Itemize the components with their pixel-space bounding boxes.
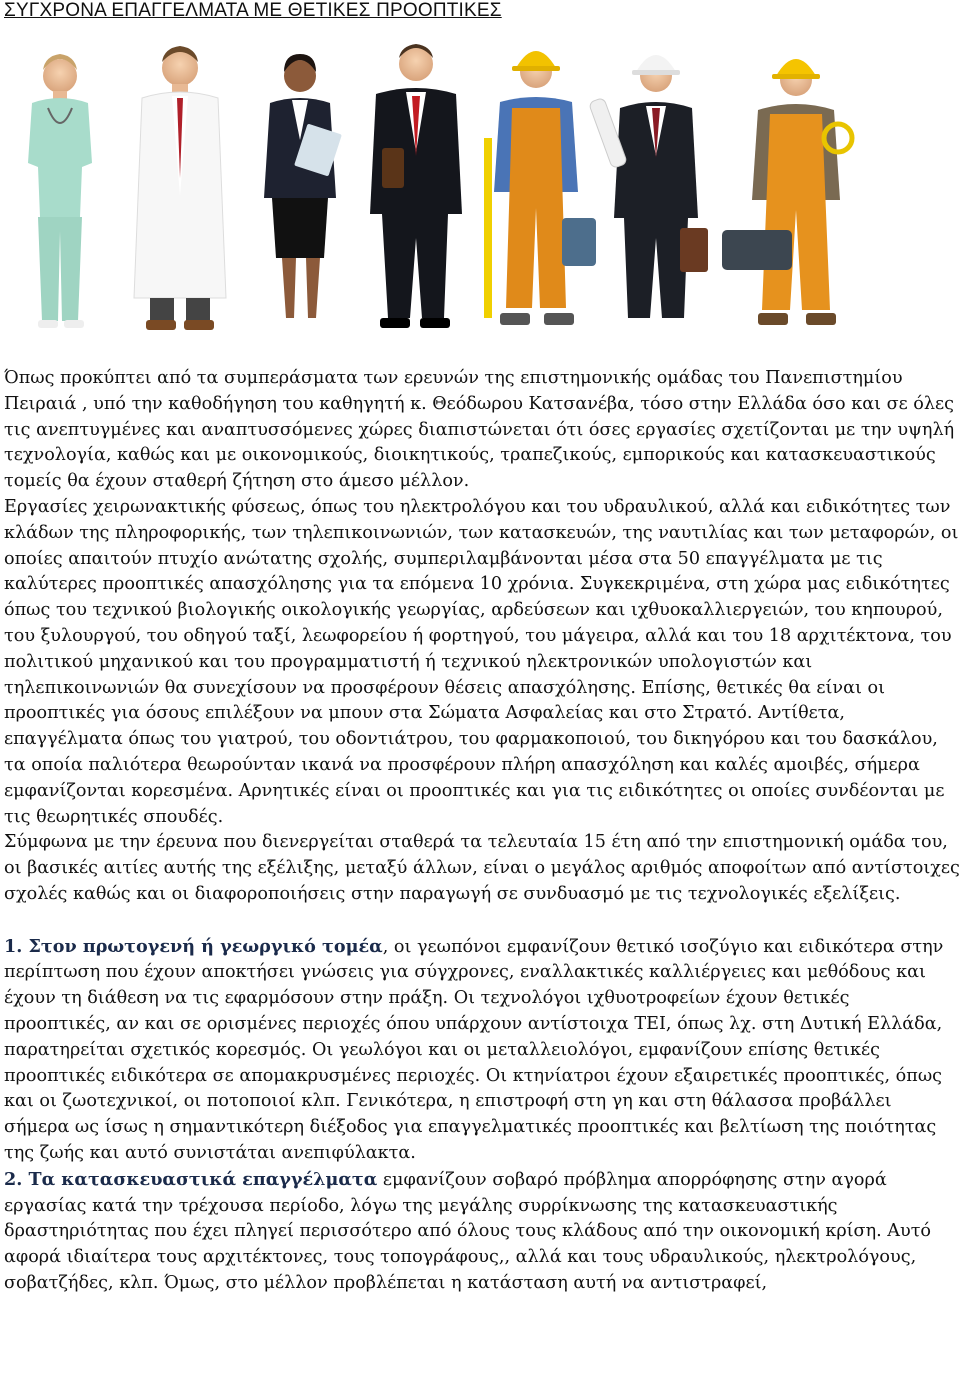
female-worker-figure bbox=[484, 51, 596, 325]
section-2-body: εμφανίζουν σοβαρό πρόβλημα απορρόφησης στην αγορά εργασίας κατά την τρέχουσα περίοδο, λόγω της μεγάλης συρρίκνωσης της κατασκευαστικής δραστηριότητας που έχει πληγεί περισσότερο από όλους τους κλάδους από την οικονομική κρίση. Αυτό αφορά ιδιαίτερα τους αρχιτέκτονες, τους τοπογράφους,, αλλά και τους υδραυλικούς, ηλεκτρολόγους, σοβατζήδες, κλπ. Όμως, στο μέλλον προβλέπεται η κατάσταση αυτή να αντιστραφεί, bbox=[4, 1169, 932, 1293]
paragraph-manual-jobs: Εργασίες χειρωνακτικής φύσεως, όπως του ηλεκτρολόγου και του υδραυλικού, αλλά και ειδικότητες των κλάδων της πληροφορικής, των τηλεπικοινωνιών, των κατασκευών, της ναυτιλίας και των μεταφορών, οι οποίες απαιτούν πτυχίο ανώτατης σχολής, συμπεριλαμβάνονται μέσα στα 50 επαγγέλματα με τις καλύτερες προοπτικές απασχόλησης για τα επόμενα 10 χρόνια. Συγκεκριμένα, στη χώρα μας ειδικότητες όπως του τεχνικού βιολογικής οικολογικής γεωργίας, αρδεύσεων και ιχθυοκαλλιεργειών, του κηπουρού, του ξυλουργού, του οδηγού ταξί, λεωφορείου ή φορτηγού, του μάγειρα, αλλά και του 18 αρχιτέκτονα, του πολιτικού μηχανικού και του προγραμματιστή ή τεχνικού ηλεκτρονικών υπολογιστών και τηλεπικοινωνιών θα συνεχίσουν να προσφέρουν θέσεις απασχόλησης. Επίσης, θετικές θα είναι οι προοπτικές για όσους επιλέξουν να μπουν στα Σώματα Ασφαλείας και στο Στρατό. Αντίθετα, επαγγέλματα όπως του γιατρού, του οδοντιάτρου, του φαρμακοποιού, του δικηγόρου και του δασκάλου, τα οποία παλιότερα θεωρούνταν ικανά να προσφέρουν πλήρη απασχόληση και καλές αμοιβές, σήμερα εμφανίζονται κορεσμένα. Αρνητικές είναι οι προοπτικές και για τις ειδικότητες οι οποίες συνδέονται με τις θεωρητικές σπουδές. bbox=[4, 496, 959, 827]
section-2-heading: 2. Τα κατασκευαστικά επαγγέλματα bbox=[4, 1168, 378, 1190]
paragraph-intro: Όπως προκύπτει από τα συμπεράσματα των ερευνών της επιστημονικής ομάδας του Πανεπιστημίου Πειραιά , υπό την καθοδήγηση του καθηγητή κ. Θεόδωρου Κατσανέβα, τόσο στην Ελλάδα όσο και σε όλες τις ανεπτυγμένες και αναπτυσσόμενες χώρες διαπιστώνεται ότι όσες εργασίες σχετίζονται με την υψηλή τεχνολογία, καθώς και με οικονομικούς, διοικητικούς, τραπεζικούς, εμπορικούς και κατασκευαστικούς τομείς θα έχουν σταθερή ζήτηση στο άμεσο μέλλον. bbox=[4, 368, 955, 492]
section-construction bbox=[4, 1167, 960, 1297]
page-title: ΣΥΓΧΡΟΝΑ ΕΠΑΓΓΕΛΜΑΤΑ ΜΕ ΘΕΤΙΚΕΣ ΠΡΟΟΠΤΙΚΕΣ bbox=[4, 0, 502, 21]
nurse-figure bbox=[28, 54, 92, 328]
section-1-heading: 1. Στον πρωτογενή ή γεωργικό τομέα bbox=[4, 935, 383, 957]
section-primary-sector bbox=[4, 934, 960, 1167]
construction-worker-figure bbox=[722, 59, 852, 325]
article-body bbox=[4, 366, 960, 1297]
section-1-body: , οι γεωπόνοι εμφανίζουν θετικό ισοζύγιο και ειδικότερα στην περίπτωση που έχουν αποκτήσει γνώσεις για σύγχρονες, εναλλακτικές καλλιέργειες και μεθόδους και έχουν τη διάθεση να τις εφαρμόσουν στην πράξη. Οι τεχνολόγοι ιχθυοτροφείων έχουν θετικές προοπτικές, αν και σε ορισμένες περιοχές όπου υπάρχουν αντίστοιχα ΤΕΙ, όπως λχ. στη Δυτική Ελλάδα, παρατηρείται σχετικός κορεσμός. Οι γεωλόγοι και οι μεταλλειολόγοι, εμφανίζουν επίσης θετικές προοπτικές ειδικότερα σε απομακρυσμένες περιοχές. Οι κτηνίατροι έχουν εξαιρετικές προοπτικές, όπως και οι ζωοτεχνικοί, οι ποτοποιοί κλπ. Γενικότερα, η επιστροφή στη γη και στη θάλασσα προβάλλει σήμερα ως ίσως η σημαντικότερη διέξοδος για επαγγελματικές προοπτικές και βελτίωση της ποιότητας της ζωής και αυτό συνιστάται ανεπιφύλακτα. bbox=[4, 936, 944, 1163]
businesswoman-figure bbox=[264, 54, 342, 318]
businessman-figure bbox=[370, 44, 462, 328]
doctor-figure bbox=[134, 46, 226, 330]
professionals-illustration bbox=[0, 28, 960, 348]
paragraph-research: Σύμφωνα με την έρευνα που διενεργείται σταθερά τα τελευταία 15 έτη από την επιστημονική ομάδα του, οι βασικές αιτίες αυτής της εξέλιξης, μεταξύ άλλων, είναι ο μεγάλος αριθμός αποφοίτων από αντίστοιχες σχολές καθώς και οι διαφοροποιήσεις στην παραγωγή σε συνδυασμό με τις τεχνολογικές εξελίξεις. bbox=[4, 832, 960, 904]
engineer-figure bbox=[589, 55, 708, 318]
